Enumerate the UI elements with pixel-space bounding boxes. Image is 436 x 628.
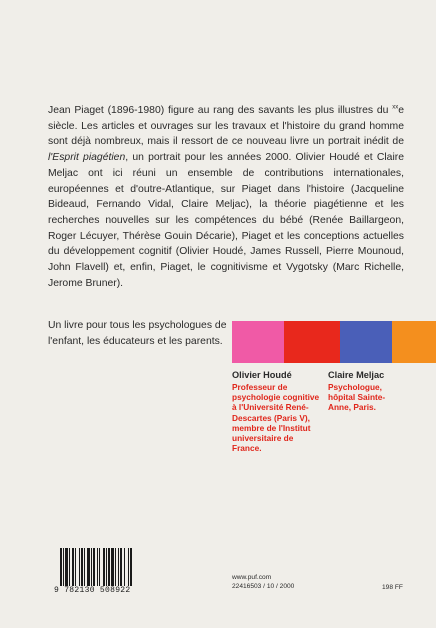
century-numeral: xx	[392, 104, 399, 111]
barcode-bars	[60, 548, 150, 590]
price-label: 198 FF	[382, 584, 403, 591]
description-paragraph	[48, 103, 404, 291]
description-text-3: , un portrait pour les années 2000. Olivier Houdé et Claire Meljac ont ici réuni un ensemble de contributions internationales, européennes et d'outre-Atlantique, sur Piaget dans l'histoire (Jacqueline Bideaud, Fernando Vidal, Claire Meljac), la théorie piagétienne et les recherches nouvelles sur les compétences du bébé (Renée Baillargeon, Roger Lécuyer, Thérèse Gouin Décarie), Piaget et les conceptions actuelles du développement cognitif (Olivier Houdé, James Russell, Pierre Mounoud, John Flavell) et, enfin, Piaget, le cognitivisme et Vygotsky (Marc Richelle, Jerome Bruner).	[48, 152, 405, 289]
color-bands	[232, 321, 436, 363]
isbn-barcode	[54, 548, 152, 596]
barcode-bar	[132, 548, 133, 590]
band-blue	[340, 321, 392, 363]
audience-note: Un livre pour tous les psychologues de l'enfant, les éducateurs et les parents.	[48, 320, 227, 347]
author-description: Professeur de psychologie cognitive à l'Université René-Descartes (Paris V), membre de l'Institut universitaire de France.	[232, 382, 320, 454]
publisher-info	[232, 573, 294, 591]
description-text-2: e siècle. Les articles et ouvrages sur les travaux et l'histoire du grand homme sont déjà nombreux, mais il ressort de ce nouveau livre un portrait inédit de	[48, 105, 404, 148]
band-red	[284, 321, 340, 363]
band-orange	[392, 321, 436, 363]
band-pink	[232, 321, 284, 363]
author-name: Olivier Houdé	[232, 370, 292, 380]
book-title-italic: l'Esprit piagétien	[48, 152, 126, 164]
publisher-reference: 22416503 / 10 / 2000	[232, 583, 295, 590]
author-houde	[232, 370, 320, 453]
publisher-url: www.puf.com	[232, 574, 272, 581]
author-meljac	[328, 370, 408, 413]
description-text-1: Jean Piaget (1896-1980) figure au rang des savants les plus illustres du	[48, 105, 393, 116]
author-description: Psychologue, hôpital Sainte-Anne, Paris.	[328, 382, 386, 413]
author-name: Claire Meljac	[328, 370, 385, 380]
barcode-digits: 9 782130 508922	[54, 586, 152, 595]
